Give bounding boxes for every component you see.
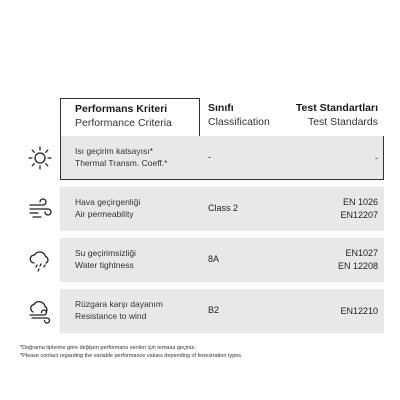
criteria-tr: Rüzgara karşı dayanım	[75, 299, 163, 309]
footnote-tr: *Doğrama tiplerine göre değişen performans verileri için temasa geçiniz.	[20, 345, 196, 351]
header-class-en: Classification	[208, 116, 270, 128]
standards-cell	[375, 152, 378, 165]
table-row	[20, 289, 384, 333]
criteria-en: Water tightness	[75, 260, 134, 270]
table-row	[20, 136, 384, 180]
criteria-en: Air permeability	[75, 209, 134, 219]
header-criteria-tr: Performans Kriteri	[75, 103, 168, 115]
criteria-tr: Isı geçirim katsayısı*	[75, 146, 153, 156]
classification-cell: Class 2	[208, 203, 239, 213]
rain-cloud-icon	[20, 238, 60, 282]
criteria-cell	[75, 196, 215, 220]
header-criteria	[60, 98, 200, 136]
criteria-cell	[75, 145, 215, 169]
standard-value: -	[375, 153, 378, 163]
criteria-cell	[75, 247, 215, 271]
standards-cell	[340, 305, 378, 318]
table-header	[20, 98, 384, 136]
criteria-en: Thermal Transm. Coeff.*	[75, 158, 168, 168]
classification-cell: 8A	[208, 254, 220, 264]
header-standards	[296, 102, 378, 129]
header-criteria-en: Performance Criteria	[75, 117, 172, 129]
criteria-tr: Su geçirimsizliği	[75, 248, 136, 258]
header-std-tr: Test Standartları	[295, 102, 378, 114]
table-row	[20, 187, 384, 231]
standards-cell	[340, 196, 378, 222]
table-row	[20, 238, 384, 282]
header-classification	[208, 102, 270, 129]
classification-cell: -	[208, 152, 211, 162]
wind-icon	[20, 187, 60, 231]
standard-value: EN12207	[340, 210, 378, 220]
footnotes	[20, 344, 384, 360]
standard-value: EN1027	[345, 248, 378, 258]
standard-value: EN 12208	[337, 261, 378, 271]
standard-value: EN12210	[340, 306, 378, 316]
header-std-en: Test Standards	[307, 116, 378, 128]
classification-cell: B2	[208, 305, 220, 315]
performance-table	[20, 136, 384, 340]
sun-icon	[20, 136, 60, 180]
standard-value: EN 1026	[342, 197, 378, 207]
wind-cloud-icon	[20, 289, 60, 333]
criteria-cell	[75, 298, 215, 322]
footnote-en: *Please contact regarding the variable performance values depending of fenestration types.	[20, 353, 243, 359]
standards-cell	[338, 247, 378, 273]
header-class-tr: Sınıfı	[208, 102, 234, 114]
criteria-tr: Hava geçirgenliği	[75, 197, 141, 207]
criteria-en: Resistance to wind	[75, 311, 147, 321]
